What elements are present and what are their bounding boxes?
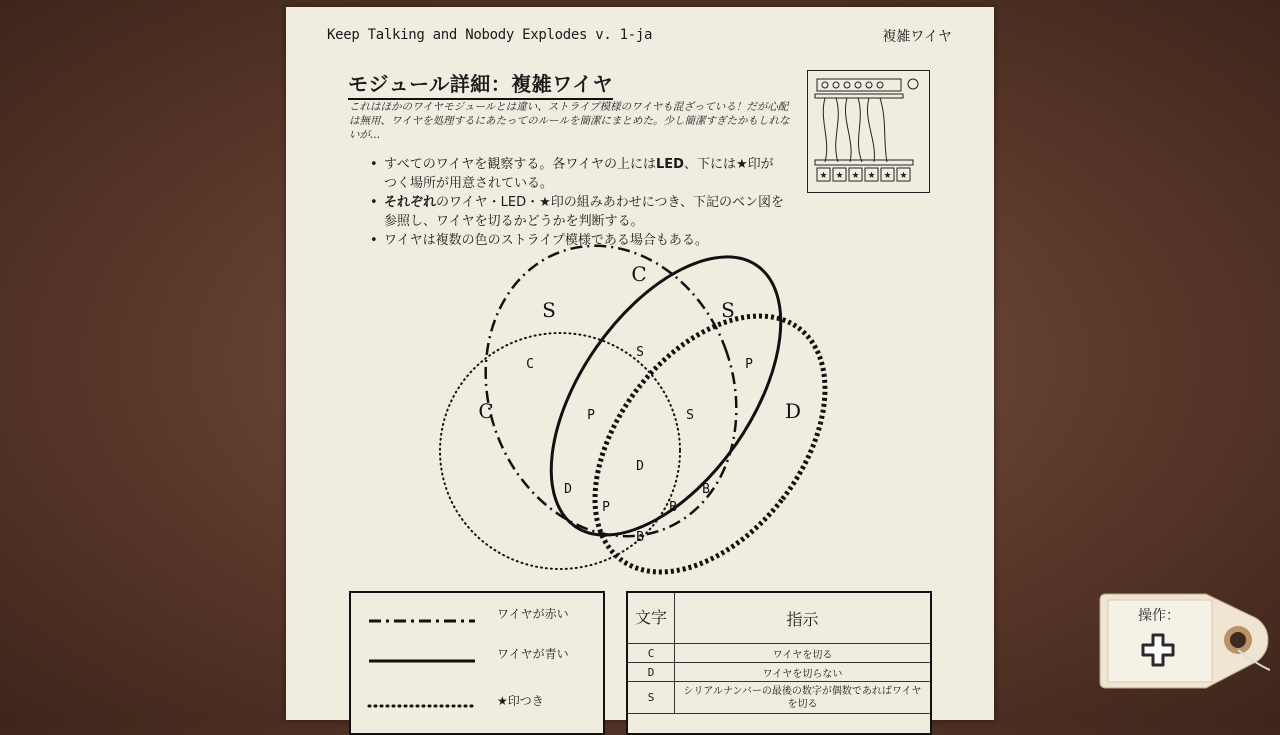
intro-text: これはほかのワイヤモジュールとは違い、ストライプ模様のワイヤも混ざっている！だが心配は無用、ワイヤを処理するにあたってのルールを簡潔にまとめた。少し簡潔すぎたかもしれないが…: [349, 101, 790, 141]
controls-label: 操作：: [1138, 608, 1180, 624]
star-ellipse: [440, 333, 680, 569]
set-label-top: C: [631, 262, 647, 286]
instruction-table: [626, 591, 932, 735]
svg-text:★: ★: [867, 171, 876, 181]
venn-region: B: [702, 482, 710, 497]
rule-item: • ワイヤは複数の色のストライプ模様である場合もある。: [366, 231, 786, 250]
rule-item: • すべてのワイヤを観察する。各ワイヤの上にはLED、下には★印がつく場所が用意されている。: [366, 155, 786, 193]
venn-region: D: [564, 482, 572, 497]
venn-region: P: [587, 408, 595, 423]
svg-text:★: ★: [819, 171, 828, 181]
venn-region: S: [686, 408, 694, 423]
set-label-upper-right: S: [721, 298, 735, 322]
set-label-upper-left: S: [542, 298, 556, 322]
letter-column-header: 文字: [628, 593, 675, 644]
venn-region: D: [636, 459, 644, 474]
table-row: C ワイヤを切る: [628, 644, 930, 663]
controls-tag[interactable]: [1098, 590, 1270, 694]
set-label-left: C: [478, 399, 494, 423]
table-row: D ワイヤを切らない: [628, 663, 930, 682]
svg-text:★: ★: [899, 171, 908, 181]
venn-region: C: [526, 357, 534, 372]
red-ellipse: [446, 210, 777, 572]
legend-red-label: ワイヤが赤い: [497, 607, 569, 621]
venn-region: P: [745, 357, 753, 372]
svg-text:★: ★: [835, 171, 844, 181]
venn-region: P: [602, 500, 610, 515]
tag-shape: [1098, 590, 1270, 694]
legend-blue-label: ワイヤが青い: [497, 647, 569, 661]
game-title: Keep Talking and Nobody Explodes v. 1-ja: [327, 27, 653, 43]
legend-box: [349, 591, 605, 735]
legend-lines: [367, 613, 477, 713]
legend-star-label: ★印つき: [497, 694, 544, 708]
table-row: S シリアルナンバーの最後の数字が偶数であればワイヤを切る: [628, 682, 930, 714]
svg-text:★: ★: [883, 171, 892, 181]
rule-item: • それぞれのワイヤ・LED・★印の組みあわせにつき、下記のベン図を参照し、ワイヤを切るかどうかを判断する。: [366, 193, 786, 231]
svg-text:★: ★: [851, 171, 860, 181]
set-label-right: D: [784, 399, 802, 423]
venn-region: S: [636, 345, 644, 360]
manual-page: [286, 7, 994, 720]
venn-region: B: [669, 500, 677, 515]
module-name: 複雑ワイヤ: [882, 29, 952, 45]
dpad-icon: [1141, 633, 1175, 667]
instruction-column-header: 指示: [675, 593, 931, 644]
page-title: モジュール詳細：複雑ワイヤ: [348, 68, 613, 100]
venn-region: B: [636, 530, 644, 545]
